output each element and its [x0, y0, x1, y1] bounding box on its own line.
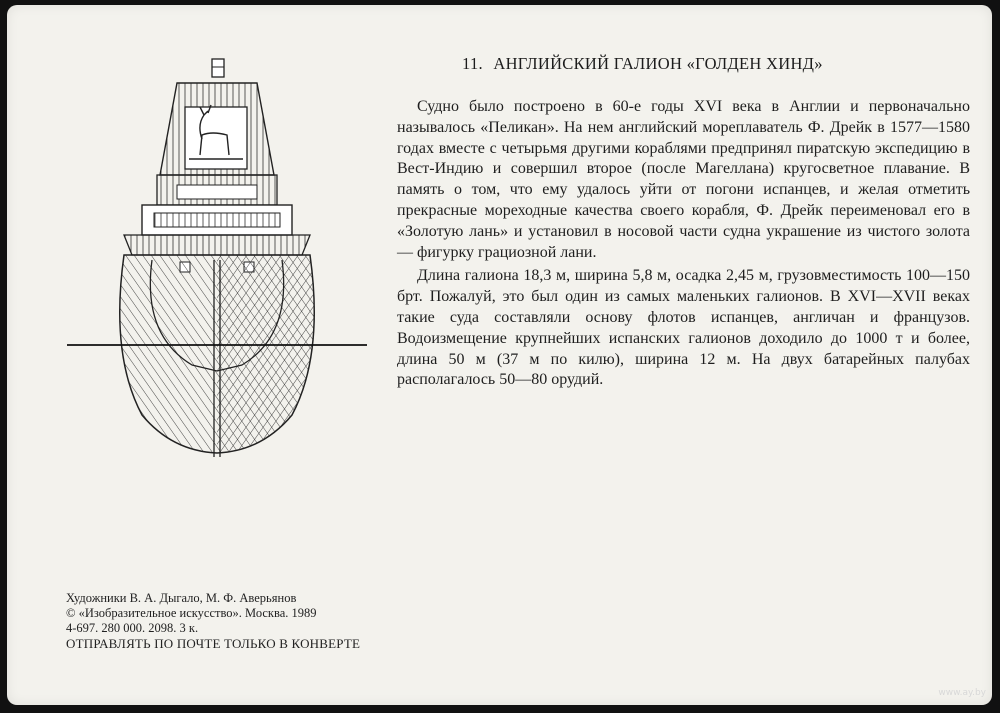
artists-credit: Художники В. А. Дыгало, М. Ф. Аверьянов — [66, 591, 297, 605]
card-number: 11. — [462, 54, 483, 73]
publisher-credit: © «Изобразительное искусство». Москва. 1989 — [66, 606, 317, 620]
description-paragraph-1: Судно было построено в 60-е годы XVI века в Англии и первоначально называлось «Пеликан». На нем английский мореплаватель Ф. Дрейк в 1577—1580 годах вместе с четырьмя другими кораблями предпринял пиратскую экспедицию в Вест-Индию и совершил второе (после Магеллана) кругосветное плавание. В память о том, что ему удалось уйти от погони испанцев, и желая отметить прекрасные мореходные качества своего корабля, Ф. Дрейк переименовал его в «Золотую лань» и установил в носовой части судна украшение из чистого золота — фигурку грациозной лани. — [397, 98, 970, 261]
card-heading: АНГЛИЙСКИЙ ГАЛИОН «ГОЛДЕН ХИНД» — [493, 54, 823, 73]
print-code: 4-697. 280 000. 2098. 3 к. — [66, 621, 199, 635]
mailing-notice: ОТПРАВЛЯТЬ ПО ПОЧТЕ ТОЛЬКО В КОНВЕРТЕ — [66, 636, 361, 651]
galleon-stern-illustration — [62, 55, 372, 465]
description-text — [397, 97, 970, 391]
credits-block — [66, 591, 486, 651]
postcard — [7, 5, 992, 705]
description-paragraph-2: Длина галиона 18,3 м, ширина 5,8 м, осадка 2,45 м, грузовместимость 100—150 брт. Пожалуй, это был один из самых маленьких галионов. В XVI—XVII веках такие суда составляли основу флотов испанцев, англичан и французов. Водоизмещение крупнейших испанских галионов доходило до 1000 т и более, длина 50 м (37 м по килю), ширина 12 м. На двух батарейных палубах располагалось 50—80 орудий. — [397, 267, 970, 389]
watermark: www.ay.by — [938, 688, 986, 698]
card-title — [462, 54, 922, 74]
